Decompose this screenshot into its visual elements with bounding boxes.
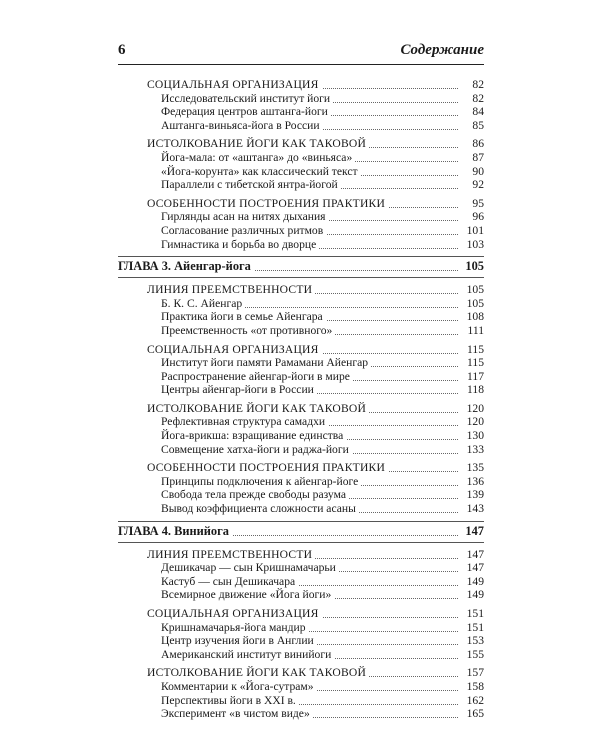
toc-entry-title: Институт йоги памяти Рамамани Айенгар [161, 356, 371, 370]
toc-entry-title: ОСОБЕННОСТИ ПОСТРОЕНИЯ ПРАКТИКИ [147, 197, 388, 211]
toc-entry-title: Преемственность «от противного» [161, 324, 335, 338]
toc-entry-title: Эксперимент «в чистом виде» [161, 707, 313, 721]
toc-entry-page: 155 [463, 648, 484, 662]
toc-entry-page: 115 [463, 343, 484, 357]
toc-section [118, 666, 484, 680]
toc-subsection [118, 621, 484, 635]
toc-entry-title: Практика йоги в семье Айенгара [161, 310, 326, 324]
toc-entry-page: 115 [463, 356, 484, 370]
toc-entry-page: 95 [468, 197, 484, 211]
toc-entry-title: ЛИНИЯ ПРЕЕМСТВЕННОСТИ [147, 283, 315, 297]
toc-section [118, 78, 484, 92]
toc-section [118, 548, 484, 562]
toc-entry-title: ЛИНИЯ ПРЕЕМСТВЕННОСТИ [147, 548, 315, 562]
toc-subsection [118, 119, 484, 133]
toc-section [118, 137, 484, 151]
toc-entry-page: 87 [468, 151, 484, 165]
toc-entry-title: СОЦИАЛЬНАЯ ОРГАНИЗАЦИЯ [147, 607, 322, 621]
toc-section [118, 607, 484, 621]
toc-entry-title: Б. К. С. Айенгар [161, 297, 245, 311]
toc-entry-title: Кришнамачарья-йога мандир [161, 621, 309, 635]
toc-entry-page: 147 [461, 525, 484, 539]
toc-entry-page: 162 [463, 694, 484, 708]
toc-entry-page: 151 [463, 621, 484, 635]
toc-entry-title: ИСТОЛКОВАНИЕ ЙОГИ КАК ТАКОВОЙ [147, 402, 369, 416]
toc-entry-page: 82 [468, 92, 484, 106]
toc-subsection [118, 224, 484, 238]
toc-entry-title: Центр изучения йоги в Англии [161, 634, 317, 648]
toc-entry-page: 111 [463, 324, 484, 338]
toc-subsection [118, 707, 484, 721]
toc-entry-title: Перспективы йоги в XXI в. [161, 694, 299, 708]
toc-entry-page: 108 [463, 310, 484, 324]
toc-subsection [118, 165, 484, 179]
toc-subsection [118, 502, 484, 516]
toc-entry-title: Дешикачар — сын Кришнамачарьи [161, 561, 339, 575]
toc-entry-page: 117 [463, 370, 484, 384]
toc-entry-title: Вывод коэффициента сложности асаны [161, 502, 359, 516]
toc-subsection [118, 415, 484, 429]
toc-entry-page: 103 [463, 238, 484, 252]
toc-entry-page: 101 [463, 224, 484, 238]
toc-entry-title: Исследовательский институт йоги [161, 92, 333, 106]
toc-entry-title: Гирлянды асан на нитях дыхания [161, 210, 329, 224]
toc-entry-page: 96 [468, 210, 484, 224]
toc-subsection [118, 356, 484, 370]
toc-entry-page: 118 [463, 383, 484, 397]
toc-subsection [118, 151, 484, 165]
toc-entry-title: Йога-мала: от «аштанга» до «виньяса» [161, 151, 355, 165]
toc-chapter [118, 256, 484, 278]
toc-subsection [118, 92, 484, 106]
toc-entry-title: Параллели с тибетской янтра-йогой [161, 178, 341, 192]
toc-subsection [118, 178, 484, 192]
toc-section [118, 283, 484, 297]
toc-entry-page: 147 [463, 548, 484, 562]
toc-entry-title: ИСТОЛКОВАНИЕ ЙОГИ КАК ТАКОВОЙ [147, 137, 369, 151]
toc-entry-page: 105 [463, 297, 484, 311]
toc-entry-title: Всемирное движение «Йога йоги» [161, 588, 334, 602]
toc-entry-page: 149 [463, 588, 484, 602]
toc-subsection [118, 324, 484, 338]
toc-subsection [118, 105, 484, 119]
toc-subsection [118, 297, 484, 311]
toc-section [118, 343, 484, 357]
toc-entry-title: Совмещение хатха-йоги и раджа-йоги [161, 443, 352, 457]
toc-entry-title: Распространение айенгар-йоги в мире [161, 370, 353, 384]
toc-subsection [118, 429, 484, 443]
toc-chapter [118, 521, 484, 543]
toc-entry-title: Согласование различных ритмов [161, 224, 326, 238]
toc-entry-title: «Йога-корунта» как классический текст [161, 165, 361, 179]
toc-entry-title: Комментарии к «Йога-сутрам» [161, 680, 317, 694]
toc-entry-page: 82 [468, 78, 484, 92]
toc-entry-title: Кастуб — сын Дешикачара [161, 575, 298, 589]
toc-entry-page: 136 [463, 475, 484, 489]
toc-entry-page: 147 [463, 561, 484, 575]
toc-entry-title: Принципы подключения к айенгар-йоге [161, 475, 361, 489]
toc-entry-title: Гимнастика и борьба во дворце [161, 238, 319, 252]
toc-section [118, 461, 484, 475]
toc-entry-title: Центры айенгар-йоги в России [161, 383, 317, 397]
toc-subsection [118, 443, 484, 457]
toc-entry-page: 85 [468, 119, 484, 133]
toc-entry-page: 158 [463, 680, 484, 694]
toc-section [118, 402, 484, 416]
toc-subsection [118, 634, 484, 648]
table-of-contents [118, 78, 484, 721]
toc-subsection [118, 680, 484, 694]
toc-entry-title: ГЛАВА 4. Винийога [118, 525, 232, 539]
toc-entry-page: 133 [463, 443, 484, 457]
toc-subsection [118, 310, 484, 324]
toc-entry-page: 90 [468, 165, 484, 179]
toc-entry-title: Йога-врикша: взращивание единства [161, 429, 346, 443]
toc-entry-title: ИСТОЛКОВАНИЕ ЙОГИ КАК ТАКОВОЙ [147, 666, 369, 680]
toc-entry-page: 105 [463, 283, 484, 297]
toc-entry-page: 120 [463, 402, 484, 416]
toc-entry-page: 120 [463, 415, 484, 429]
toc-entry-title: СОЦИАЛЬНАЯ ОРГАНИЗАЦИЯ [147, 343, 322, 357]
toc-entry-page: 143 [463, 502, 484, 516]
toc-entry-page: 153 [463, 634, 484, 648]
toc-subsection [118, 210, 484, 224]
toc-subsection [118, 694, 484, 708]
toc-entry-title: ГЛАВА 3. Айенгар-йога [118, 260, 254, 274]
toc-entry-page: 149 [463, 575, 484, 589]
toc-subsection [118, 383, 484, 397]
toc-entry-page: 135 [463, 461, 484, 475]
toc-entry-page: 86 [468, 137, 484, 151]
toc-entry-page: 105 [461, 260, 484, 274]
toc-section [118, 197, 484, 211]
toc-subsection [118, 488, 484, 502]
toc-entry-page: 157 [463, 666, 484, 680]
toc-subsection [118, 475, 484, 489]
toc-subsection [118, 238, 484, 252]
toc-entry-page: 139 [463, 488, 484, 502]
toc-subsection [118, 370, 484, 384]
running-title: Содержание [400, 42, 484, 58]
toc-entry-page: 130 [463, 429, 484, 443]
page-number: 6 [118, 42, 126, 58]
toc-entry-page: 151 [463, 607, 484, 621]
toc-entry-page: 84 [468, 105, 484, 119]
toc-entry-title: ОСОБЕННОСТИ ПОСТРОЕНИЯ ПРАКТИКИ [147, 461, 388, 475]
toc-subsection [118, 588, 484, 602]
toc-entry-title: Федерация центров аштанга-йоги [161, 105, 331, 119]
toc-entry-title: СОЦИАЛЬНАЯ ОРГАНИЗАЦИЯ [147, 78, 322, 92]
toc-entry-title: Аштанга-виньяса-йога в России [161, 119, 323, 133]
toc-subsection [118, 561, 484, 575]
toc-entry-page: 165 [463, 707, 484, 721]
page-header [118, 40, 484, 65]
toc-entry-title: Рефлективная структура самадхи [161, 415, 328, 429]
toc-entry-title: Американский институт винийоги [161, 648, 334, 662]
toc-subsection [118, 575, 484, 589]
toc-entry-page: 92 [468, 178, 484, 192]
toc-entry-title: Свобода тела прежде свободы разума [161, 488, 349, 502]
toc-subsection [118, 648, 484, 662]
